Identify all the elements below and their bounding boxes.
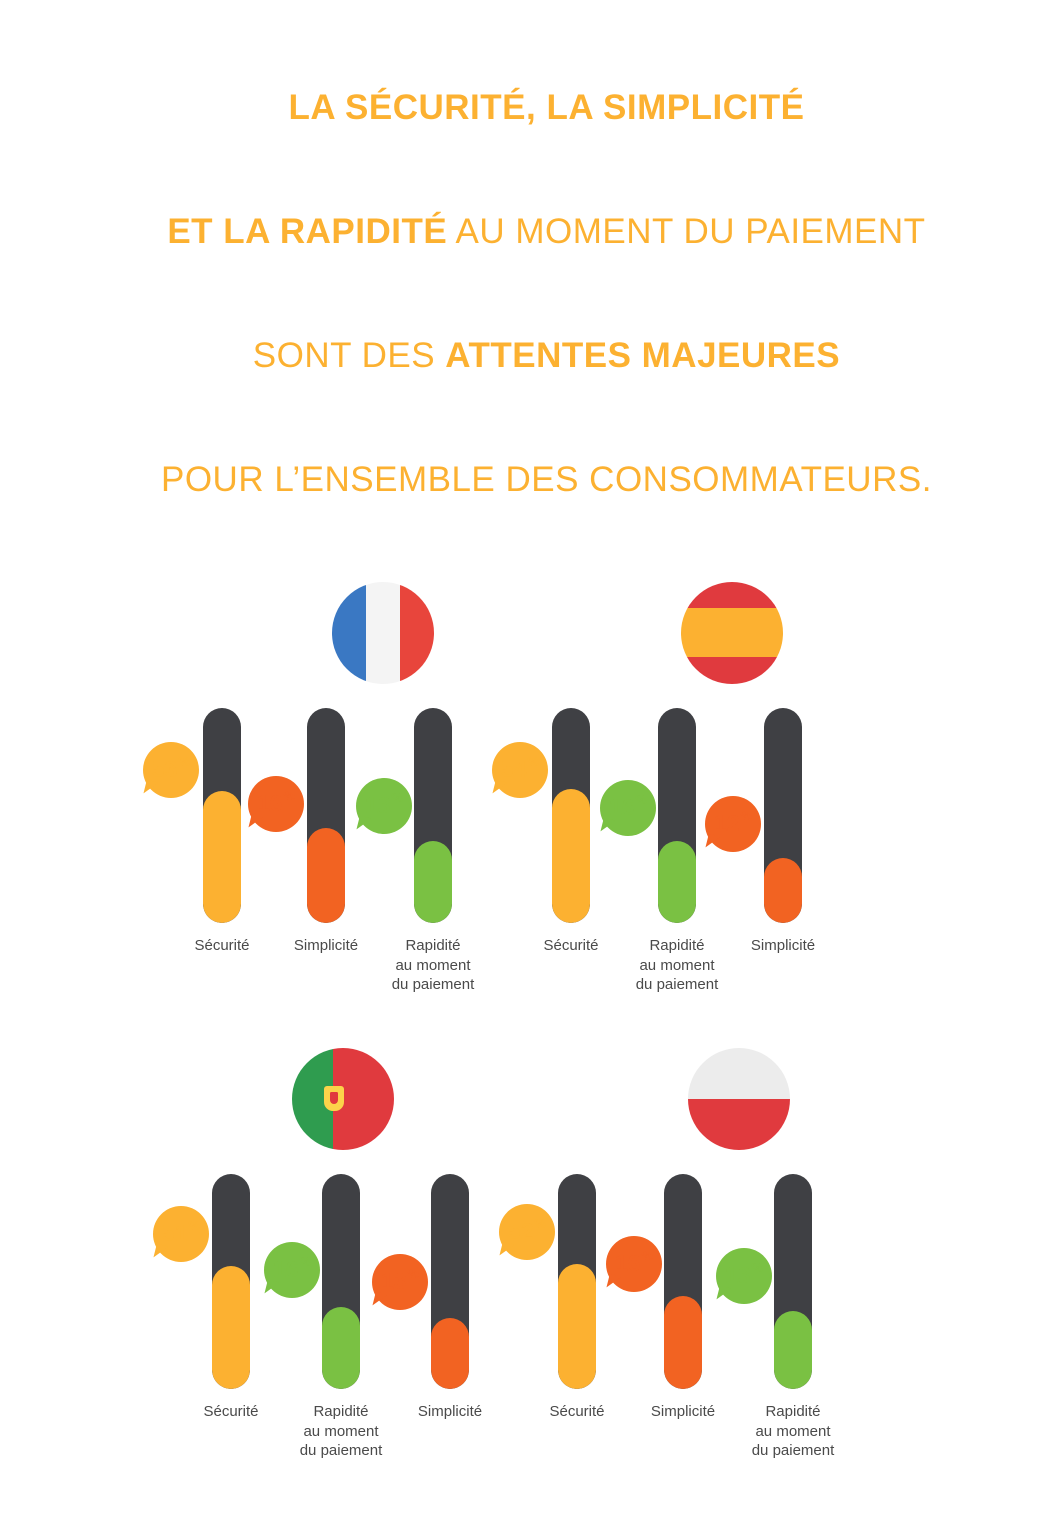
bar-label-line3: du paiement	[391, 976, 475, 994]
value-bubble	[153, 1206, 209, 1262]
bar-label-line2: au moment	[395, 956, 471, 974]
bar-track	[774, 1174, 812, 1389]
title-line-2	[0, 170, 1052, 294]
bar-group-simplicite	[713, 708, 816, 954]
title-line-2-rest: AU MOMENT DU PAIEMENT	[447, 212, 926, 252]
value-bubble	[606, 1236, 662, 1292]
value-text: 52	[507, 1218, 534, 1245]
portugal-flag	[292, 1048, 394, 1150]
value-unit: %	[740, 807, 753, 823]
value-unit: %	[527, 753, 540, 769]
portugal-flag-emblem	[324, 1086, 344, 1111]
bar-label	[363, 936, 503, 996]
bar-label-line1: Simplicité	[750, 936, 816, 954]
title-line-1	[0, 46, 1052, 170]
bar-group-securite	[507, 1174, 605, 1420]
panel-espagne	[500, 578, 1052, 1048]
value-text: 16	[614, 1250, 641, 1277]
value-unit: %	[641, 1247, 654, 1263]
value-unit: %	[178, 753, 191, 769]
bar-fill	[558, 1264, 596, 1389]
value-unit: %	[534, 1215, 547, 1231]
bar-track	[203, 708, 241, 923]
bar-label-line1: Simplicité	[417, 1402, 483, 1420]
bar-label-line1: Sécurité	[194, 936, 250, 954]
bar-label-line2: au moment	[303, 1422, 379, 1440]
value-text: 13	[380, 1268, 407, 1295]
bar-fill	[431, 1318, 469, 1389]
value-bubble	[716, 1248, 772, 1304]
bar-label	[380, 1402, 520, 1422]
bar-fill	[212, 1266, 250, 1389]
bar-label-line1: Rapidité	[405, 936, 461, 954]
poland-flag	[688, 1048, 790, 1150]
bar-track	[552, 708, 590, 923]
bar-label-line1: Simplicité	[650, 1402, 716, 1420]
title-line-3-bold: ATTENTES MAJEURES	[445, 336, 841, 376]
bar-label-line1: Rapidité	[649, 936, 705, 954]
title-line-3-rest: SONT DES	[252, 336, 446, 376]
title-line-4-text: POUR L’ENSEMBLE DES CONSOMMATEURS.	[160, 459, 932, 499]
value-unit: %	[751, 1259, 764, 1275]
bar-group-rapidite	[724, 1174, 835, 1460]
value-bubble	[264, 1242, 320, 1298]
value-bubble	[356, 778, 412, 834]
bar-label	[713, 936, 853, 956]
bar-track	[558, 1174, 596, 1389]
bar-track	[764, 708, 802, 923]
value-text: 51	[161, 1220, 188, 1247]
bar-group-securite	[151, 708, 250, 954]
bar-track	[431, 1174, 469, 1389]
bar-label-line2: au moment	[755, 1422, 831, 1440]
bar-group-securite	[161, 1174, 259, 1420]
bar-label-line3: du paiement	[751, 1442, 835, 1460]
bar-group-rapidite	[608, 708, 719, 994]
value-text: 54	[500, 756, 527, 783]
value-unit: %	[407, 1265, 420, 1281]
bar-label-line1: Sécurité	[543, 936, 599, 954]
bar-track	[414, 708, 452, 923]
page-title	[0, 0, 1052, 542]
bar-fill	[774, 1311, 812, 1388]
value-bubble	[143, 742, 199, 798]
bar-label-line1: Sécurité	[203, 1402, 259, 1420]
value-bubble	[705, 796, 761, 852]
bar-track	[322, 1174, 360, 1389]
bar-group-securite	[500, 708, 599, 954]
bar-track	[664, 1174, 702, 1389]
title-line-4	[0, 418, 1052, 542]
panel-pologne	[507, 1048, 1052, 1518]
bar-fill	[414, 841, 452, 923]
value-bubble	[492, 742, 548, 798]
value-text: 16	[608, 794, 635, 821]
value-text: 53	[151, 756, 178, 783]
value-text: 16	[256, 790, 283, 817]
value-text: 12	[713, 810, 740, 837]
value-bubble	[372, 1254, 428, 1310]
bar-label-line1: Simplicité	[293, 936, 359, 954]
bar-fill	[764, 858, 802, 923]
spain-flag	[681, 582, 783, 684]
value-unit: %	[391, 789, 404, 805]
bar-label-line1: Sécurité	[549, 1402, 605, 1420]
spain-bars	[500, 708, 1052, 994]
value-unit: %	[635, 791, 648, 807]
france-bars	[0, 708, 526, 994]
bar-fill	[203, 791, 241, 922]
portugal-bars	[0, 1174, 526, 1460]
bar-track	[658, 708, 696, 923]
bar-fill	[322, 1307, 360, 1389]
bar-group-simplicite	[256, 708, 359, 954]
bar-fill	[552, 789, 590, 922]
value-unit: %	[188, 1217, 201, 1233]
bar-fill	[664, 1296, 702, 1388]
value-text: 16	[272, 1256, 299, 1283]
france-flag	[332, 582, 434, 684]
bar-fill	[658, 841, 696, 923]
bar-track	[307, 708, 345, 923]
bar-track	[212, 1174, 250, 1389]
value-bubble	[600, 780, 656, 836]
title-line-1-bold: LA SÉCURITÉ, LA SIMPLICITÉ	[288, 88, 805, 128]
bar-group-rapidite	[364, 708, 475, 994]
country-panels	[0, 578, 1052, 1518]
bar-label-line1: Rapidité	[765, 1402, 821, 1420]
bar-label-line2: au moment	[639, 956, 715, 974]
value-text: 13	[364, 792, 391, 819]
value-text: 13	[724, 1262, 751, 1289]
bar-label-line3: du paiement	[299, 1442, 383, 1460]
title-line-3	[0, 294, 1052, 418]
bar-label-line3: du paiement	[635, 976, 719, 994]
bar-label-line1: Rapidité	[313, 1402, 369, 1420]
value-unit: %	[283, 787, 296, 803]
panel-portugal	[0, 1048, 526, 1518]
value-bubble	[248, 776, 304, 832]
poland-bars	[507, 1174, 1052, 1460]
panel-france	[0, 578, 526, 1048]
title-line-2-bold: ET LA RAPIDITÉ	[167, 212, 448, 252]
value-unit: %	[299, 1253, 312, 1269]
bar-fill	[307, 828, 345, 923]
bar-group-rapidite	[272, 1174, 383, 1460]
bar-group-simplicite	[614, 1174, 716, 1420]
bar-group-simplicite	[380, 1174, 483, 1420]
bar-label	[723, 1402, 863, 1462]
